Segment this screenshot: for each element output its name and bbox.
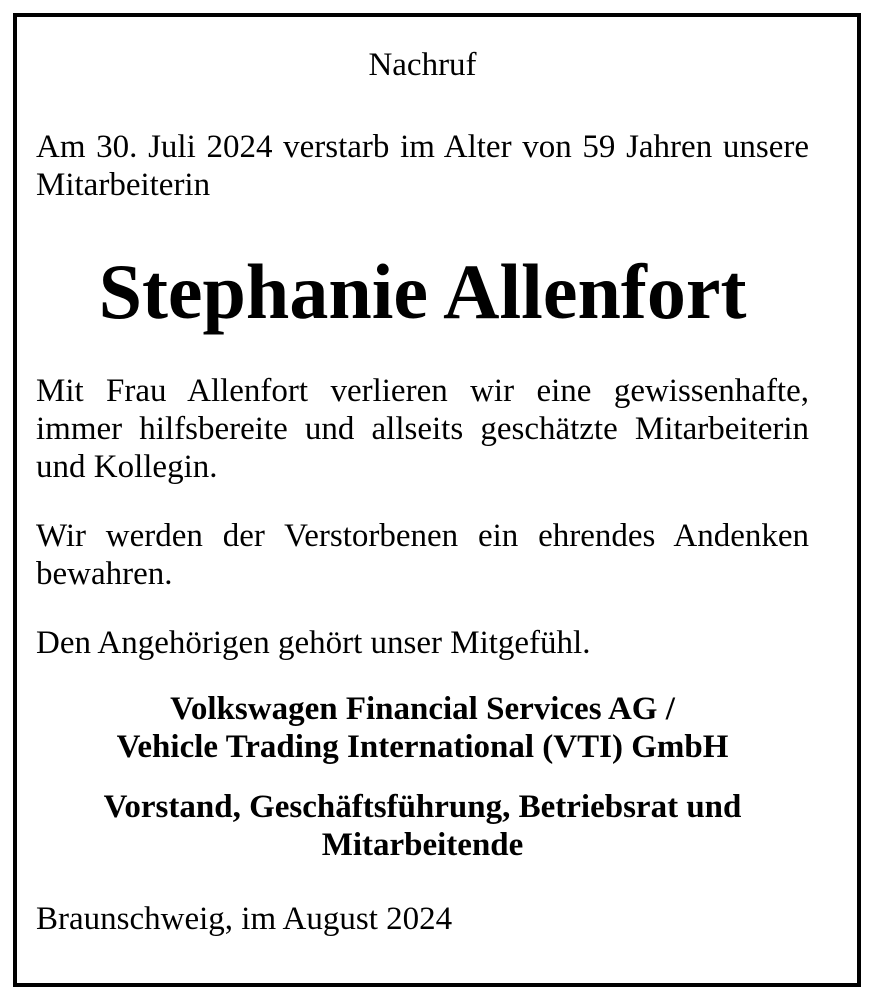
company-name-line-2: Vehicle Trading International (VTI) GmbH [116, 729, 729, 765]
company-name-line-1: Volkswagen Financial Services AG / [170, 691, 675, 727]
group-line-2: Mitarbeitende [321, 827, 524, 863]
company-signature [36, 690, 809, 766]
group-signature [36, 788, 809, 864]
obituary-notice [36, 36, 809, 938]
group-line-1: Vorstand, Geschäftsführung, Betriebsrat und [103, 789, 742, 825]
condolence-paragraph: Den Angehörigen gehört unser Mitgefühl. [36, 625, 591, 661]
place-and-date: Braunschweig, im August 2024 [36, 901, 453, 937]
tribute-paragraph: Mit Frau Allenfort verlieren wir eine gewissenhafte, immer hilfsbereite und allseits geschätzte Mitarbeiterin und Kollegin. [36, 373, 809, 485]
intro-text: Am 30. Juli 2024 verstarb im Alter von 59 Jahren unsere Mitarbeiterin [36, 129, 809, 203]
deceased-name: Stephanie Allenfort [98, 248, 747, 335]
remembrance-paragraph: Wir werden der Verstorbenen ein ehrendes Andenken bewahren. [36, 518, 809, 592]
notice-title: Nachruf [368, 47, 477, 83]
